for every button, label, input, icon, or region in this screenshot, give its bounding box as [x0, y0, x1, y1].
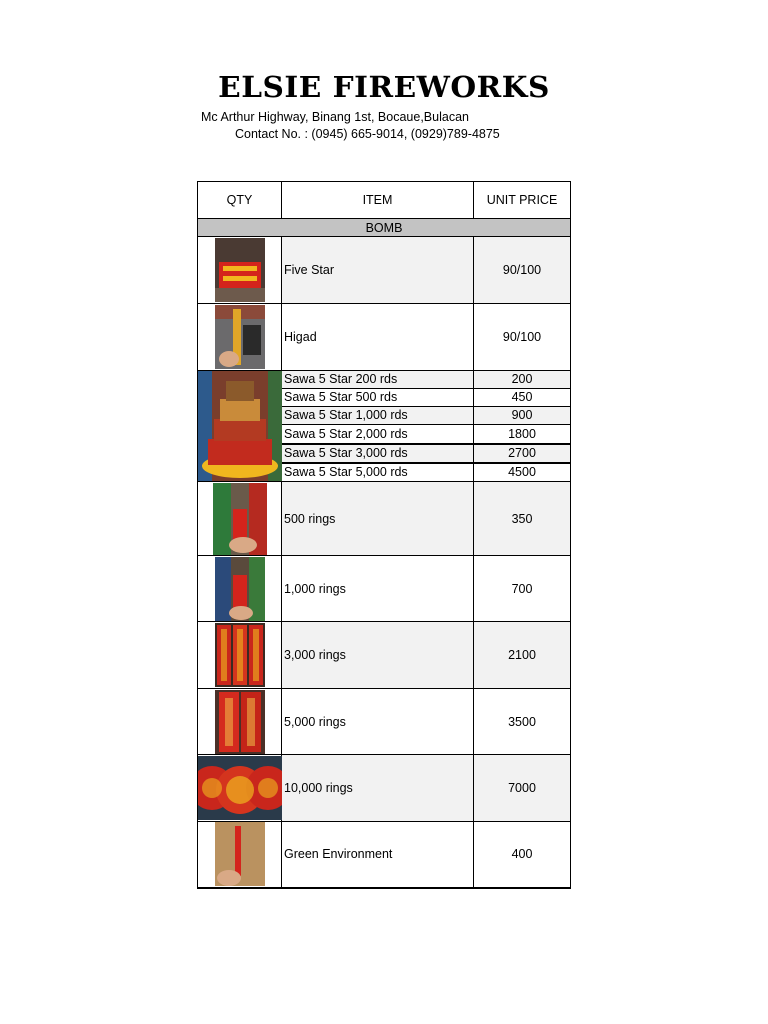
product-photo-cell [198, 755, 282, 822]
item-name: 1,000 rings [282, 556, 474, 622]
table-row [198, 304, 571, 371]
green-environment-photo [215, 822, 265, 886]
product-photo-cell [198, 237, 282, 304]
item-price: 900 [474, 407, 571, 425]
company-address: Mc Arthur Highway, Binang 1st, Bocaue,Bulacan [201, 110, 469, 124]
table-row [198, 822, 571, 888]
item-name: Sawa 5 Star 1,000 rds [282, 407, 474, 425]
table-row [198, 689, 571, 755]
item-price: 3500 [474, 689, 571, 755]
table-row [198, 482, 571, 556]
col-header-qty: QTY [198, 182, 282, 219]
rings-3000-photo [215, 623, 265, 687]
item-price: 400 [474, 822, 571, 888]
item-name: Sawa 5 Star 5,000 rds [282, 463, 474, 482]
category-label: BOMB [198, 219, 571, 237]
item-price: 700 [474, 556, 571, 622]
sawa-photo [198, 371, 282, 481]
table-row [198, 237, 571, 304]
product-photo-cell [198, 556, 282, 622]
product-photo-cell [198, 689, 282, 755]
company-contact: Contact No. : (0945) 665-9014, (0929)789-4875 [235, 127, 500, 141]
product-photo-cell [198, 822, 282, 888]
higad-photo [215, 305, 265, 369]
item-name: 3,000 rings [282, 622, 474, 689]
item-name: Sawa 5 Star 2,000 rds [282, 425, 474, 444]
product-photo-cell [198, 622, 282, 689]
item-name: Sawa 5 Star 500 rds [282, 389, 474, 407]
table-header-row [198, 182, 571, 219]
item-name: Five Star [282, 237, 474, 304]
item-price: 7000 [474, 755, 571, 822]
rings-500-photo [213, 483, 267, 555]
item-price: 4500 [474, 463, 571, 482]
col-header-price: UNIT PRICE [474, 182, 571, 219]
product-photo-cell [198, 304, 282, 371]
company-title: ELSIE FIREWORKS [218, 70, 550, 104]
rings-5000-photo [215, 690, 265, 754]
item-price: 350 [474, 482, 571, 556]
item-price: 2700 [474, 444, 571, 463]
item-price: 200 [474, 371, 571, 389]
item-price: 90/100 [474, 304, 571, 371]
product-photo-cell [198, 371, 282, 482]
item-price: 1800 [474, 425, 571, 444]
col-header-item: ITEM [282, 182, 474, 219]
table-row [198, 755, 571, 822]
category-row [198, 219, 571, 237]
item-name: Sawa 5 Star 3,000 rds [282, 444, 474, 463]
item-name: Sawa 5 Star 200 rds [282, 371, 474, 389]
item-name: 5,000 rings [282, 689, 474, 755]
five-star-photo [215, 238, 265, 302]
product-photo-cell [198, 482, 282, 556]
price-list-table [197, 181, 571, 889]
rings-10000-photo [198, 756, 282, 820]
table-row [198, 556, 571, 622]
item-name: Higad [282, 304, 474, 371]
item-name: Green Environment [282, 822, 474, 888]
table-row [198, 622, 571, 689]
rings-1000-photo [215, 557, 265, 621]
item-name: 500 rings [282, 482, 474, 556]
item-price: 450 [474, 389, 571, 407]
item-price: 90/100 [474, 237, 571, 304]
item-price: 2100 [474, 622, 571, 689]
table-row [198, 371, 571, 389]
item-name: 10,000 rings [282, 755, 474, 822]
